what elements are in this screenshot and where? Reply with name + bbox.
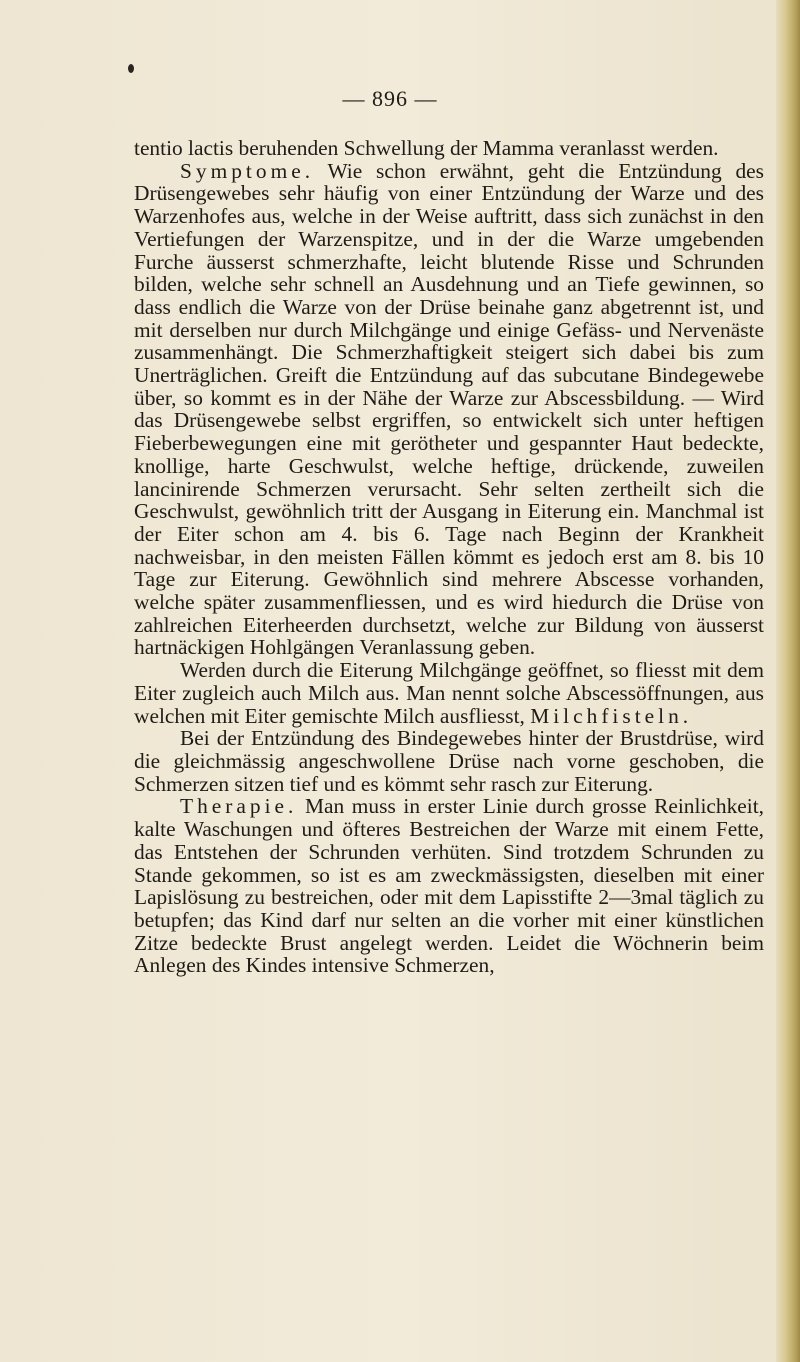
paragraph-tail: . — [682, 703, 689, 728]
paragraph-symptome — [134, 160, 764, 659]
paragraph-text: Wie schon erwähnt, geht die Entzündung des Drüsengewebes sehr häufig von einer Entzündung der Warze und des Warzenhofes aus, welche in der Weise auftritt, dass sich zunächst in den Vertiefungen der Warzenspitze, und in der die Warze umgebenden Furche äusserst schmerzhafte, leicht blutende Risse und Schrunden bilden, welche sehr schnell an Ausdehnung und an Tiefe gewinnen, so dass endlich die Warze von der Drüse beinahe ganz abgetrennt ist, und mit derselben nur durch Milchgänge und einige Gefäss- und Nervenäste zusammenhängt. Die Schmerzhaftigkeit steigert sich dabei bis zum Unerträglichen. Greift die Entzündung auf das subcutane Bindegewebe über, so kommt es in der Nähe der Warze zur Abscessbildung. — Wird das Drüsengewebe selbst ergriffen, so entwickelt sich unter heftigen Fieberbewegungen eine mit gerötheter und gespannter Haut bedeckte, knollige, harte Geschwulst, welche heftige, drückende, zuweilen lancinirende Schmerzen verursacht. Sehr selten zertheilt sich die Geschwulst, gewöhnlich tritt der Ausgang in Eiterung ein. Manchmal ist der Eiter schon am 4. bis 6. Tage nach Beginn der Krankheit nachweisbar, in den meisten Fällen kömmt es jedoch erst am 8. bis 10 Tage zur Eiterung. Gewöhnlich sind mehrere Abscesse vorhanden, welche später zusammenfliessen, und es wird hiedurch die Drüse von zahlreichen Eiterheerden durchsetzt, welche zur Bildung von äusserst hartnäckigen Hohlgängen Veranlassung geben. — [134, 158, 764, 660]
term-milchfisteln: Milchfisteln — [530, 703, 683, 728]
paragraph-milchfisteln — [134, 659, 764, 727]
section-heading-symptome: Symptome. — [180, 158, 315, 183]
section-heading-therapie: Therapie. — [180, 794, 298, 819]
paragraph-text: Werden durch die Eiterung Milchgänge geöffnet, so fliesst mit dem Eiter zugleich auch Milch aus. Man nennt solche Abscessöffnungen, aus welchen mit Eiter gemischte Milch ausfliesst, — [134, 658, 764, 728]
paragraph-bindegewebe — [134, 727, 764, 795]
paragraph-text: tentio lactis beruhenden Schwellung der Mamma veranlasst werden. — [134, 136, 719, 160]
page-edge-shadow — [776, 0, 800, 1362]
paragraph-therapie — [134, 795, 764, 977]
paragraph-continuation — [134, 137, 764, 160]
ink-mark — [128, 64, 134, 73]
paragraph-text: Man muss in erster Linie durch grosse Reinlichkeit, kalte Waschungen und öfteres Bestreichen der Warze mit einem Fette, das Entstehen der Schrunden verhüten. Sind trotzdem Schrunden zu Stande gekommen, so ist es am zweckmässigsten, dieselben mit einer Lapislösung zu bestreichen, oder mit dem Lapisstifte 2—3mal täglich zu betupfen; das Kind darf nur selten an die vorher mit einer künstlichen Zitze bedeckte Brust angelegt werden. Leidet die Wöchnerin beim Anlegen des Kindes intensive Schmerzen, — [134, 794, 764, 978]
page-number: — 896 — — [342, 86, 438, 111]
paragraph-text: Bei der Entzündung des Bindegewebes hinter der Brustdrüse, wird die gleichmässig angeschwollene Drüse nach vorne geschoben, die Schmerzen sitzen tief und es kömmt sehr rasch zur Eiterung. — [134, 726, 764, 796]
body-text — [134, 137, 764, 977]
